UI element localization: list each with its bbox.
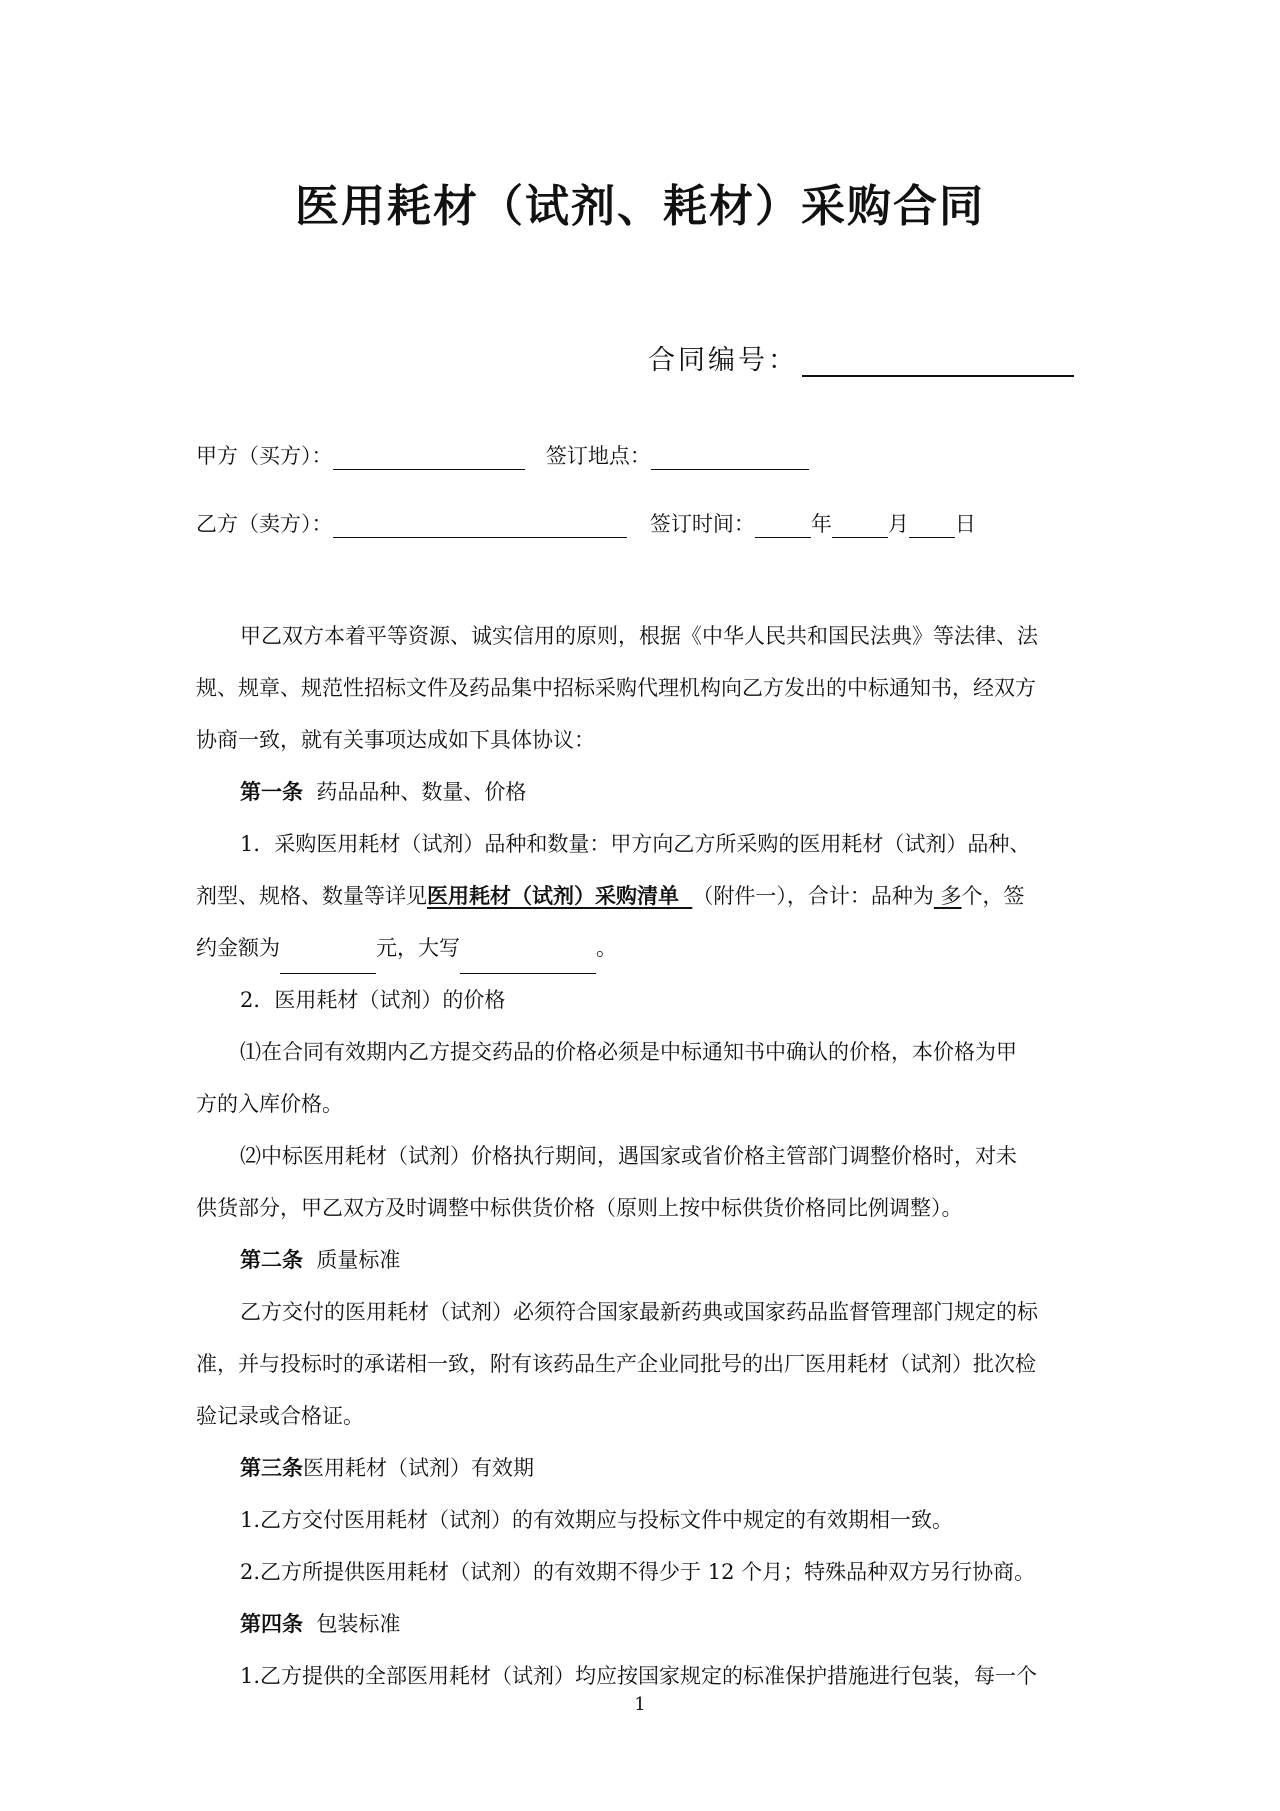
month-label: 月: [887, 512, 909, 536]
party-a-label: 甲方（买方）：: [196, 444, 333, 468]
party-b-row: [196, 508, 976, 538]
paragraph-line: 规、规章、规范性招标文件及药品集中招标采购代理机构向乙方发出的中标通知书，经双方: [196, 676, 1036, 700]
variety-count: 多: [940, 884, 962, 908]
text-span: 元，大写: [376, 936, 460, 960]
article-3-title: 医用耗材（试剂）有效期: [303, 1456, 534, 1480]
text-span: （附件一），合计：品种为: [692, 884, 934, 908]
text-span: 个，签: [961, 884, 1025, 908]
year-blank: [755, 515, 811, 538]
party-a-blank: [333, 447, 525, 470]
document-title: 医用耗材（试剂、耗材）采购合同: [295, 181, 985, 232]
article-2-heading: [196, 1234, 1090, 1286]
sign-place-label: 签订地点：: [545, 444, 651, 468]
text-span: 剂型、规格、数量等详见: [196, 884, 427, 908]
article-1-heading: [196, 766, 1090, 818]
procurement-list-reference: 医用耗材（试剂）采购清单: [427, 883, 679, 908]
day-label: 日: [954, 512, 976, 536]
paragraph-line: 甲乙双方本着平等资源、诚实信用的原则，根据《中华人民共和国民法典》等法律、法: [240, 624, 1038, 648]
paragraph-line: 1．采购医用耗材（试剂）品种和数量：甲方向乙方所采购的医用耗材（试剂）品种、: [240, 832, 1031, 856]
month-blank: [832, 515, 888, 538]
contract-body: [196, 610, 1090, 1702]
article-2-number: 第二条: [240, 1247, 303, 1272]
paragraph-line: 1.乙方交付医用耗材（试剂）的有效期应与投标文件中规定的有效期相一致。: [240, 1508, 954, 1532]
paragraph-line: 验记录或合格证。: [196, 1404, 364, 1428]
paragraph-line: 2．医用耗材（试剂）的价格: [240, 988, 506, 1012]
paragraph-line: ⑴在合同有效期内乙方提交药品的价格必须是中标通知书中确认的价格，本价格为甲: [240, 1040, 1017, 1064]
amount-blank: [280, 951, 376, 974]
page-number: 1: [634, 1694, 646, 1715]
article-4-title: 包装标准: [316, 1612, 401, 1636]
paragraph-line: 协商一致，就有关事项达成如下具体协议：: [196, 728, 595, 752]
text-span: 。: [596, 936, 617, 960]
paragraph-line: 供货部分，甲乙双方及时调整中标供货价格（原则上按中标供货价格同比例调整）。: [196, 1196, 963, 1220]
year-label: 年: [810, 512, 832, 536]
paragraph-line: 1.乙方提供的全部医用耗材（试剂）均应按国家规定的标准保护措施进行包装，每一个: [240, 1664, 1038, 1688]
paragraph-line: 2.乙方所提供医用耗材（试剂）的有效期不得少于 12 个月；特殊品种双方另行协商。: [240, 1560, 1036, 1584]
party-b-blank: [333, 515, 627, 538]
paragraph-line: [196, 870, 1090, 922]
article-1-number: 第一条: [240, 779, 303, 804]
article-1-title: 药品品种、数量、价格: [316, 780, 527, 804]
article-4-number: 第四条: [240, 1611, 303, 1636]
sign-time-label: 签订时间：: [649, 512, 755, 536]
contract-number: [648, 338, 1074, 377]
text-span: 约金额为: [196, 936, 280, 960]
paragraph-line: ⑵中标医用耗材（试剂）价格执行期间，遇国家或省价格主管部门调整价格时，对未: [240, 1144, 1017, 1168]
article-3-number: 第三条: [240, 1455, 303, 1480]
paragraph-line: 方的入库价格。: [196, 1092, 343, 1116]
paragraph-line: 准，并与投标时的承诺相一致，附有该药品生产企业同批号的出厂医用耗材（试剂）批次检: [196, 1352, 1036, 1376]
paragraph-line: 乙方交付的医用耗材（试剂）必须符合国家最新药典或国家药品监督管理部门规定的标: [240, 1300, 1038, 1324]
day-blank: [909, 515, 955, 538]
contract-number-blank: [802, 345, 1074, 377]
article-4-heading: [196, 1598, 1090, 1650]
sign-place-blank: [651, 447, 809, 470]
article-2-title: 质量标准: [316, 1248, 401, 1272]
article-3-heading: [196, 1442, 1090, 1494]
amount-words-blank: [460, 951, 596, 974]
party-a-row: [196, 440, 809, 470]
party-b-label: 乙方（卖方）：: [196, 512, 333, 536]
contract-number-label: 合同编号：: [648, 345, 798, 376]
paragraph-line: [196, 922, 1090, 974]
